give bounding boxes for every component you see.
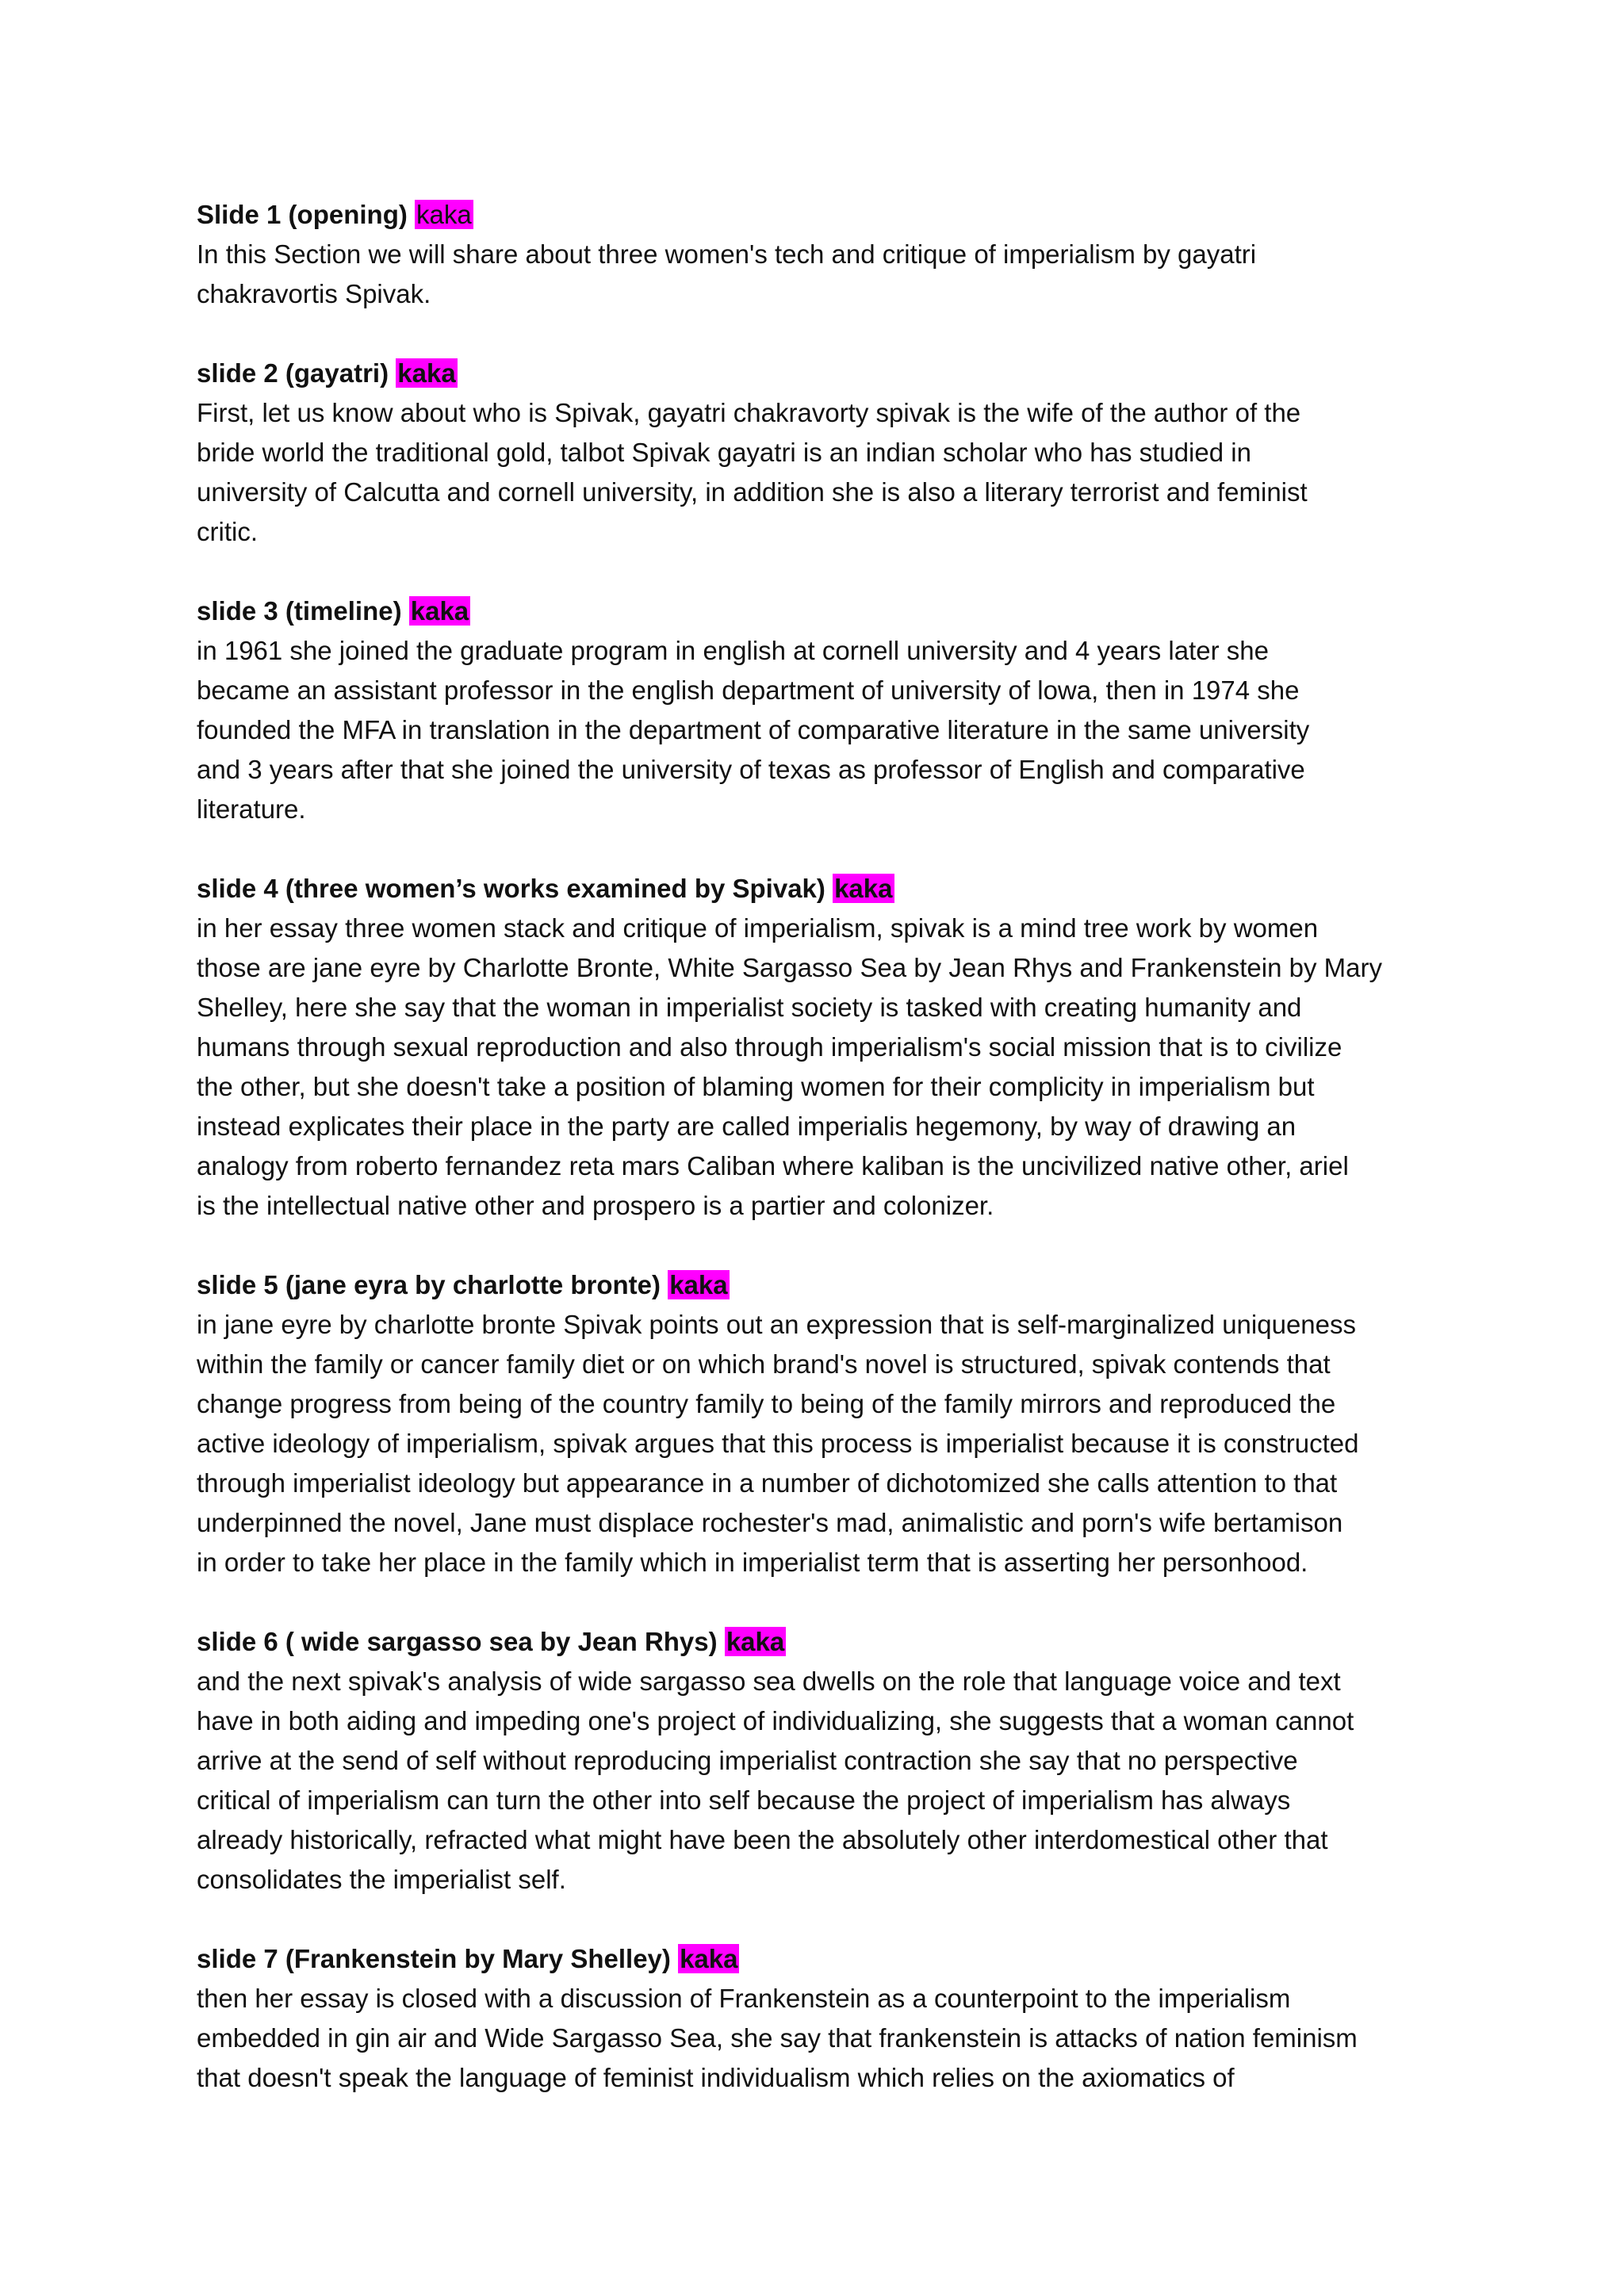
paragraph-line: those are jane eyre by Charlotte Bronte, White Sargasso Sea by Jean Rhys and Frankenstein by Mary: [197, 953, 1382, 982]
highlight-tag: kaka: [834, 874, 893, 903]
paragraph-line: in 1961 she joined the graduate program in english at cornell university and 4 years later she: [197, 636, 1269, 665]
paragraph-line: in order to take her place in the family which in imperialist term that is asserting her personhood.: [197, 1548, 1308, 1577]
slide-title: slide 2 (gayatri): [197, 358, 389, 388]
paragraph-line: instead explicates their place in the party are called imperialis hegemony, by way of drawing an: [197, 1112, 1297, 1141]
paragraph-line: bride world the traditional gold, talbot Spivak gayatri is an indian scholar who has studied in: [197, 438, 1251, 467]
paragraph-line: and the next spivak's analysis of wide sargasso sea dwells on the role that language voice and text: [197, 1667, 1341, 1696]
paragraph-line: humans through sexual reproduction and also through imperialism's social mission that is to civilize: [197, 1032, 1342, 1062]
slide-section: [197, 1622, 1434, 1900]
slide-heading: [197, 195, 1434, 235]
paragraph-line: chakravortis Spivak.: [197, 279, 431, 308]
paragraph-line: In this Section we will share about three women's tech and critique of imperialism by gayatri: [197, 239, 1257, 269]
slide-title: slide 4 (three women’s works examined by Spivak): [197, 874, 825, 903]
highlight-tag: kaka: [680, 1944, 738, 1973]
paragraph-line: change progress from being of the country family to being of the family mirrors and reproduced the: [197, 1389, 1336, 1418]
highlight-tag: kaka: [726, 1627, 785, 1656]
slide-heading: [197, 591, 1434, 631]
paragraph-line: consolidates the imperialist self.: [197, 1865, 566, 1894]
slide-section: [197, 869, 1434, 1226]
highlight-tag: kaka: [416, 200, 472, 229]
paragraph-line: became an assistant professor in the english department of university of lowa, then in 1974 she: [197, 675, 1300, 705]
slide-heading: [197, 354, 1434, 393]
highlight-tag: kaka: [669, 1270, 728, 1299]
paragraph-line: critical of imperialism can turn the other into self because the project of imperialism has always: [197, 1785, 1291, 1815]
paragraph-line: have in both aiding and impeding one's project of individualizing, she suggests that a woman cannot: [197, 1706, 1354, 1735]
paragraph-line: already historically, refracted what might have been the absolutely other interdomestical other that: [197, 1825, 1328, 1854]
slide-title: Slide 1 (opening): [197, 200, 408, 229]
slide-section: [197, 1265, 1434, 1582]
paragraph-line: critic.: [197, 517, 258, 546]
highlight-tag: kaka: [410, 596, 469, 626]
paragraph-line: Shelley, here she say that the woman in imperialist society is tasked with creating humanity and: [197, 993, 1302, 1022]
paragraph-line: in jane eyre by charlotte bronte Spivak points out an expression that is self-marginalized uniqueness: [197, 1310, 1357, 1339]
slide-heading: [197, 1265, 1434, 1305]
slide-title: slide 7 (Frankenstein by Mary Shelley): [197, 1944, 671, 1973]
paragraph-line: analogy from roberto fernandez reta mars Caliban where kaliban is the uncivilized native other, ariel: [197, 1151, 1349, 1181]
slide-heading: [197, 1939, 1434, 1979]
paragraph-line: then her essay is closed with a discussion of Frankenstein as a counterpoint to the imperialism: [197, 1984, 1291, 2013]
paragraph-line: that doesn't speak the language of feminist individualism which relies on the axiomatics of: [197, 2063, 1235, 2092]
paragraph-line: and 3 years after that she joined the university of texas as professor of English and comparative: [197, 755, 1305, 784]
highlight-tag: kaka: [397, 358, 456, 388]
slide-section: [197, 354, 1434, 552]
slide-heading: [197, 1622, 1434, 1662]
paragraph-line: through imperialist ideology but appearance in a number of dichotomized she calls attention to that: [197, 1468, 1338, 1498]
slide-section: [197, 1939, 1434, 2098]
paragraph-line: First, let us know about who is Spivak, gayatri chakravorty spivak is the wife of the author of the: [197, 398, 1301, 427]
paragraph-line: literature.: [197, 794, 306, 824]
slide-section: [197, 591, 1434, 829]
paragraph-line: in her essay three women stack and critique of imperialism, spivak is a mind tree work by women: [197, 913, 1319, 943]
slide-title: slide 3 (timeline): [197, 596, 402, 626]
paragraph-line: is the intellectual native other and prospero is a partier and colonizer.: [197, 1191, 994, 1220]
paragraph-line: active ideology of imperialism, spivak argues that this process is imperialist because it is constructed: [197, 1429, 1359, 1458]
paragraph-line: underpinned the novel, Jane must displace rochester's mad, animalistic and porn's wife bertamison: [197, 1508, 1343, 1537]
paragraph-line: arrive at the send of self without reproducing imperialist contraction she say that no perspective: [197, 1746, 1298, 1775]
paragraph-line: the other, but she doesn't take a position of blaming women for their complicity in imperialism but: [197, 1072, 1315, 1101]
paragraph-line: within the family or cancer family diet or on which brand's novel is structured, spivak contends that: [197, 1349, 1331, 1379]
paragraph-line: university of Calcutta and cornell university, in addition she is also a literary terrorist and feminist: [197, 477, 1308, 507]
slide-heading: [197, 869, 1434, 909]
paragraph-line: founded the MFA in translation in the department of comparative literature in the same university: [197, 715, 1310, 744]
paragraph-line: embedded in gin air and Wide Sargasso Sea, she say that frankenstein is attacks of nation feminism: [197, 2023, 1358, 2053]
slide-title: slide 6 ( wide sargasso sea by Jean Rhys): [197, 1627, 718, 1656]
slide-section: [197, 195, 1434, 314]
slide-title: slide 5 (jane eyra by charlotte bronte): [197, 1270, 661, 1299]
document-page: [197, 195, 1434, 2137]
